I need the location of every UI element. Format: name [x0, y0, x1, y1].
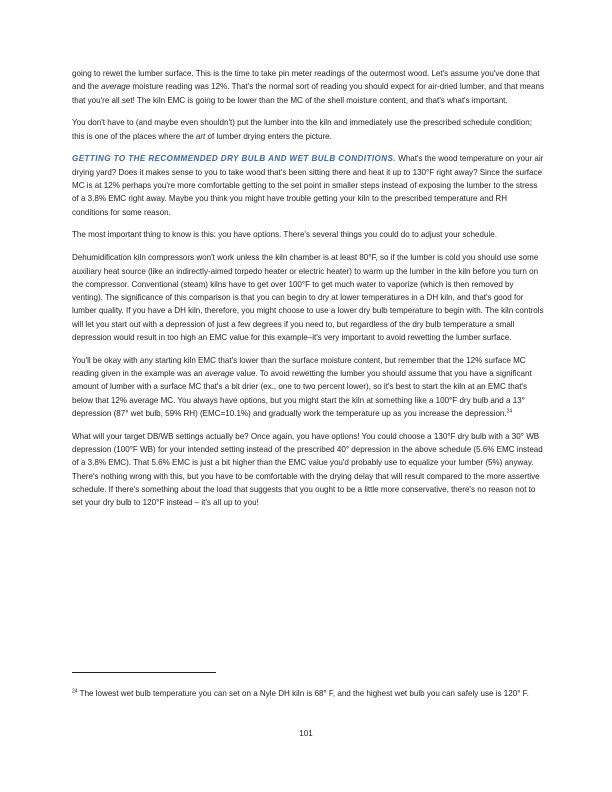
paragraph-1-emphasis: average: [101, 82, 131, 92]
paragraph-6-text-a: You'll be okay with any starting kiln EMC that's lower than the surface moisture content, but remember that the 12% surface MC reading given in the example was an: [72, 355, 526, 379]
paragraph-3: [72, 152, 544, 218]
paragraph-7: What will your target DB/WB settings actually be? Once again, you have options! You could choose a 130°F dry bulb with a 30° WB depression (100°F WB) for your intended setting instead of the prescribed 40° depression in the above schedule (5.6% EMC instead of a 3.8% EMC). That 5.6% EMC is just a bit higher than the EMC value you'd probably use to equalize your lumber (5%) anyway. There's nothing wrong with this, but you have to be comfortable with the drying delay that will result compared to the more assertive schedule. If there's something about the load that suggests that you ought to be a little more conservative, there's no reason not to set your dry bulb to 120°F instead – it's all up to you!: [72, 431, 543, 508]
paragraph-2-text-b: of lumber drying enters the picture.: [205, 131, 332, 141]
paragraph-3-text: What's the wood temperature on your air drying yard? Does it makes sense to you to take wood that's been sitting there and heat it up to 130°F right away? Since the surface MC is at 12% perhaps you're more comfortable getting to the set point in smaller steps instead of exposing the lumber to the stress of a 3.8% EMC right away. Maybe you think you might have trouble getting your kiln to the prescribed temperature and RH conditions for some reason.: [72, 154, 544, 217]
paragraph-5: Dehumidification kiln compressors won't work unless the kiln chamber is at least 80°F, so if the lumber is cold you should use some auxiliary heat source (like an indirectly-aimed torpedo heater or electric heater) to warm up the lumber in the kiln before you turn on the compressor. Conventional (steam) kilns have to get over 100°F to get much water to vaporize (which is then removed by venting). The significance of this comparison is that you can begin to dry at lower temperatures in a DH kiln, and that's good for lumber quality. If you have a DH kiln, therefore, you might choose to use a lower dry bulb temperature to begin with. The kiln controls will let you start out with a depression of just a few degrees if you need to, but regardless of the dry bulb temperature a small depression would result in too high an EMC value for this example–it's very important to avoid rewetting the lumber surface.: [72, 253, 544, 343]
paragraph-1-text-b: moisture reading was 12%. That's the normal sort of reading you should expect for air-dried lumber, and that means that you're all set! The kiln EMC is going to be lower than the MC of the shell moisture content, and that's what's important.: [72, 82, 544, 105]
paragraph-6-text-b: value. To avoid rewetting the lumber you should assume that you have a significant amount of lumber with a surface MC that's a bit drier (ex., one to two percent lower), so it's best to start the kiln at an EMC that's below that 12% average MC. You always have options, but you might start the kiln at something like a 100°F dry bulb and a 13° depression (87° wet bulb, 59% RH) (EMC=10.1%) and gradually work the temperature up as you increase the depression.: [72, 369, 532, 419]
paragraph-1: [72, 67, 544, 107]
paragraph-6: [72, 354, 544, 420]
paragraph-4: The most important thing to know is this: you have options. There's several things you could do to adjust your schedule.: [72, 230, 497, 240]
footnote-divider: [72, 672, 216, 673]
footnote-text: The lowest wet bulb temperature you can set on a Nyle DH kiln is 68° F, and the highest wet bulb you can safely use is 120° F.: [77, 689, 529, 698]
footnote-marker: 24: [72, 688, 78, 695]
paragraph-2-text-a: You don't have to (and maybe even shouldn't) put the lumber into the kiln and immediately use the prescribed schedule condition; this is one of the places where the: [72, 118, 532, 141]
body-text: [72, 67, 544, 519]
footnote: [72, 688, 544, 701]
section-heading: GETTING TO THE RECOMMENDED DRY BULB AND WET BULB CONDITIONS.: [72, 154, 396, 164]
paragraph-2: [72, 116, 544, 143]
paragraph-6-emphasis: average: [204, 369, 234, 379]
paragraph-2-emphasis: art: [195, 131, 206, 141]
footnote-reference[interactable]: 24: [506, 408, 513, 415]
page-number: 101: [299, 729, 313, 738]
paragraph-1-text-a: going to rewet the lumber surface. This is the time to take pin meter readings of the outermost wood. Let's assume you've done that and the: [72, 69, 540, 92]
